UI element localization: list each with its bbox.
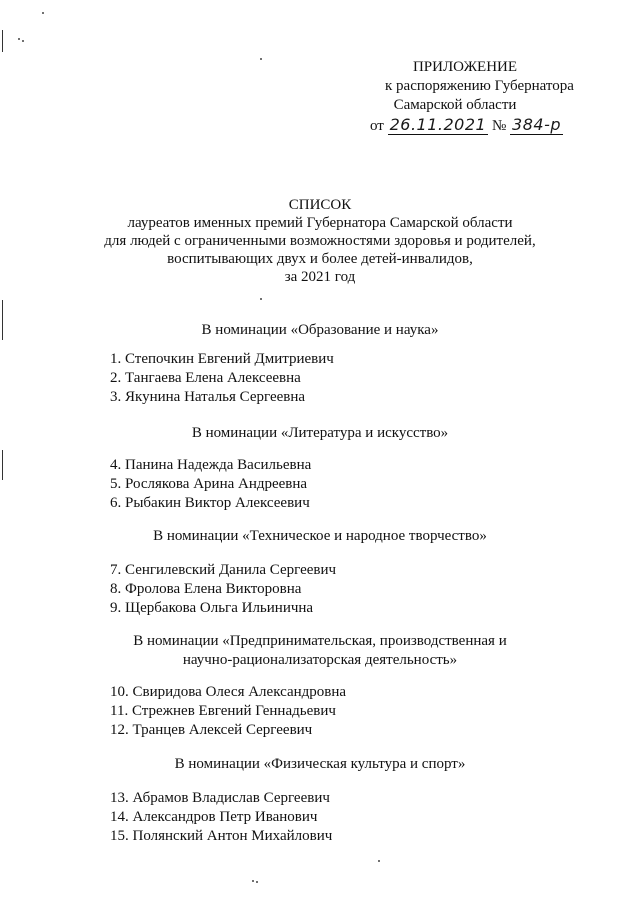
appendix-date-row xyxy=(330,115,561,136)
laureate-list xyxy=(110,561,336,618)
list-item: 15. Полянский Антон Михайлович xyxy=(110,828,333,844)
list-item: 10. Свиридова Олеся Александровна xyxy=(110,684,347,700)
date-prefix: от xyxy=(370,118,384,134)
nomination-title: В номинации «Физическая культура и спорт» xyxy=(174,756,466,772)
list-item: 5. Рослякова Арина Андреевна xyxy=(110,476,308,492)
nomination-title: В номинации «Техническое и народное творчество» xyxy=(153,528,487,544)
handwritten-number: 384-р xyxy=(512,115,561,134)
scan-speck xyxy=(18,38,20,40)
scan-speck xyxy=(42,12,44,14)
list-item: 2. Тангаева Елена Алексеевна xyxy=(110,370,301,386)
title-line: за 2021 год xyxy=(284,269,356,285)
laureate-list xyxy=(110,683,346,740)
list-item: 12. Транцев Алексей Сергеевич xyxy=(110,722,313,738)
scan-mark xyxy=(2,30,3,52)
appendix-line: Самарской области xyxy=(393,97,517,113)
title-heading: СПИСОК xyxy=(288,197,352,213)
scan-speck xyxy=(256,881,258,883)
list-item: 4. Панина Надежда Васильевна xyxy=(110,457,312,473)
nomination-title: В номинации «Предпринимательская, производственная и xyxy=(133,633,507,649)
scan-speck xyxy=(260,58,262,60)
nomination-title-continued: научно-рационализаторская деятельность» xyxy=(182,652,458,668)
scan-speck xyxy=(260,298,262,300)
laureate-list xyxy=(110,350,334,407)
document-title xyxy=(0,196,640,286)
title-line: воспитывающих двух и более детей-инвалидов, xyxy=(167,251,473,267)
laureate-list xyxy=(110,789,332,846)
list-item: 3. Якунина Наталья Сергеевна xyxy=(110,389,306,405)
title-line: лауреатов именных премий Губернатора Самарской области xyxy=(127,215,513,231)
nomination-title: В номинации «Литература и искусство» xyxy=(191,425,449,441)
list-item: 8. Фролова Елена Викторовна xyxy=(110,581,302,597)
list-item: 7. Сенгилевский Данила Сергеевич xyxy=(110,562,337,578)
number-prefix: № xyxy=(491,118,507,134)
nomination-title: В номинации «Образование и наука» xyxy=(201,322,439,338)
list-item: 6. Рыбакин Виктор Алексеевич xyxy=(110,495,310,511)
list-item: 1. Степочкин Евгений Дмитриевич xyxy=(110,351,334,367)
handwritten-date: 26.11.2021 xyxy=(389,115,487,134)
scan-mark xyxy=(2,450,3,480)
laureate-list xyxy=(110,456,311,513)
scan-speck xyxy=(22,40,24,42)
scan-speck xyxy=(378,860,380,862)
appendix-block xyxy=(330,58,574,136)
scan-speck xyxy=(252,880,254,882)
list-item: 11. Стрежнев Евгений Геннадьевич xyxy=(110,703,336,719)
list-item: 13. Абрамов Владислав Сергеевич xyxy=(110,790,330,806)
title-line: для людей с ограниченными возможностями здоровья и родителей, xyxy=(104,233,536,249)
list-item: 14. Александров Петр Иванович xyxy=(110,809,318,825)
appendix-heading: ПРИЛОЖЕНИЕ xyxy=(412,59,518,75)
list-item: 9. Щербакова Ольга Ильинична xyxy=(110,600,314,616)
appendix-line: к распоряжению Губернатора xyxy=(385,78,574,94)
